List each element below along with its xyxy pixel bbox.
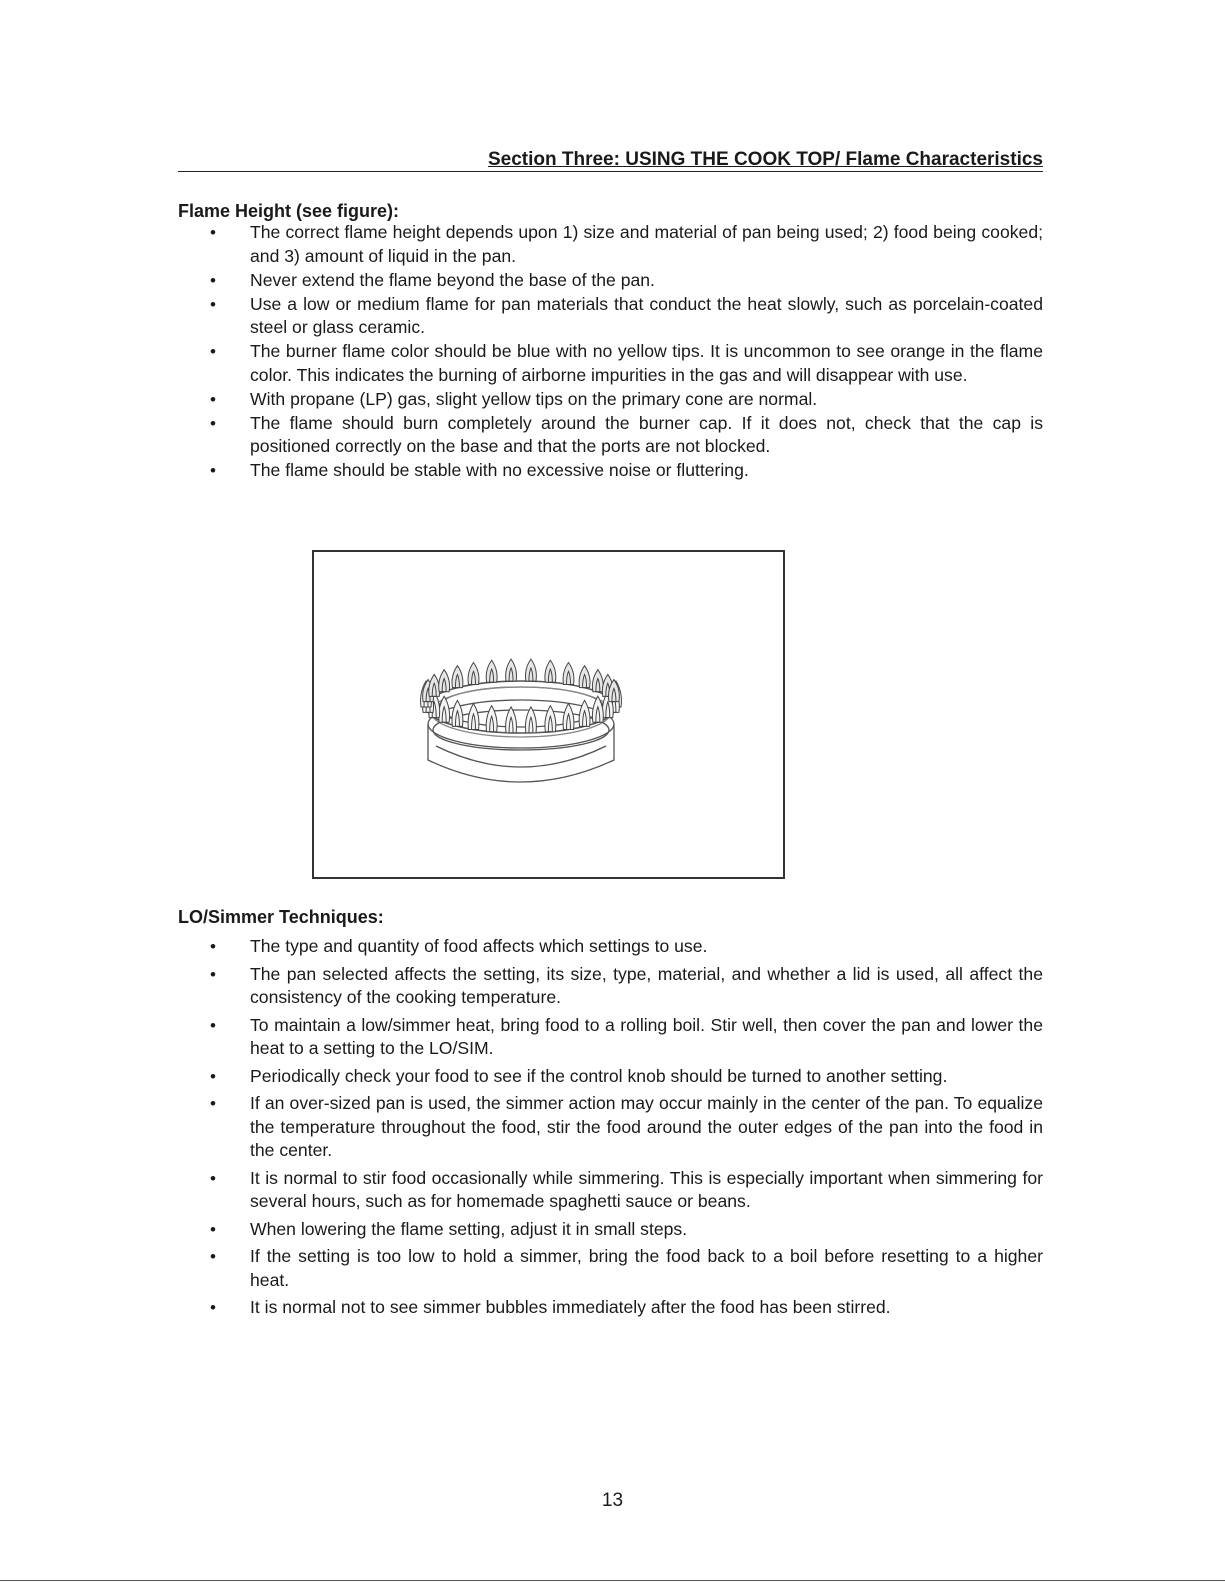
burner-flame-illustration-icon <box>314 552 783 877</box>
list-item: • The correct flame height depends upon 1) size and material of pan being used; 2) food being cooked; and 3) amount of liquid in the pan. <box>210 221 1043 268</box>
simmer-techniques-list <box>210 935 1043 1324</box>
section-title: Section Three: USING THE COOK TOP/ Flame Characteristics <box>487 149 1043 170</box>
page-number: 13 <box>601 1490 624 1511</box>
bottom-divider <box>0 1580 1225 1581</box>
list-item: • Periodically check your food to see if the control knob should be turned to another setting. <box>210 1065 1043 1089</box>
flame-icon <box>452 700 463 726</box>
flame-icon <box>468 704 479 730</box>
list-item: • If the setting is too low to hold a simmer, bring the food back to a boil before resetting to a higher heat. <box>210 1245 1043 1292</box>
list-item: • It is normal to stir food occasionally while simmering. This is especially important when simmering for several hours, such as for homemade spaghetti sauce or beans. <box>210 1167 1043 1214</box>
flame-icon <box>545 660 556 682</box>
flame-icon <box>429 674 440 696</box>
flame-icon <box>525 659 536 681</box>
list-item: • The type and quantity of food affects which settings to use. <box>210 935 1043 959</box>
flame-height-heading: Flame Height (see figure): <box>178 201 400 221</box>
flame-icon <box>506 659 517 681</box>
flame-icon <box>592 670 603 692</box>
burner-figure <box>312 550 785 879</box>
list-item: • Never extend the flame beyond the base of the pan. <box>210 269 1043 293</box>
flame-icon <box>563 704 574 730</box>
list-item: • Use a low or medium flame for pan materials that conduct the heat slowly, such as porcelain-coated steel or glass ceramic. <box>210 293 1043 340</box>
flame-height-list <box>210 221 1043 483</box>
flame-icon <box>439 670 450 692</box>
flame-icon <box>545 706 556 732</box>
flame-icon <box>563 662 574 684</box>
list-item: • The flame should burn completely around the burner cap. If it does not, check that the cap is positioned correctly on the base and that the ports are not blocked. <box>210 412 1043 459</box>
list-item: • With propane (LP) gas, slight yellow tips on the primary cone are normal. <box>210 388 1043 412</box>
flame-icon <box>486 660 497 682</box>
flame-icon <box>579 666 590 688</box>
flame-icon <box>468 662 479 684</box>
list-item: • If an over-sized pan is used, the simmer action may occur mainly in the center of the pan. To equalize the temperature throughout the food, stir the food around the outer edges of the pan into the food in the center. <box>210 1092 1043 1163</box>
flame-icon <box>486 706 497 732</box>
list-item: • To maintain a low/simmer heat, bring food to a rolling boil. Stir well, then cover the pan and lower the heat to a setting to the LO/SIM. <box>210 1014 1043 1061</box>
header-divider <box>178 171 1043 172</box>
list-item: • When lowering the flame setting, adjust it in small steps. <box>210 1218 1043 1242</box>
flame-icon <box>579 700 590 726</box>
list-item: • It is normal not to see simmer bubbles immediately after the food has been stirred. <box>210 1296 1043 1320</box>
list-item: • The flame should be stable with no excessive noise or fluttering. <box>210 459 1043 483</box>
list-item: • The pan selected affects the setting, its size, type, material, and whether a lid is used, all affect the consistency of the cooking temperature. <box>210 963 1043 1010</box>
simmer-heading: LO/Simmer Techniques: <box>178 907 384 927</box>
list-item: • The burner flame color should be blue with no yellow tips. It is uncommon to see orange in the flame color. This indicates the burning of airborne impurities in the gas and will disappear with use. <box>210 340 1043 387</box>
flame-icon <box>452 666 463 688</box>
